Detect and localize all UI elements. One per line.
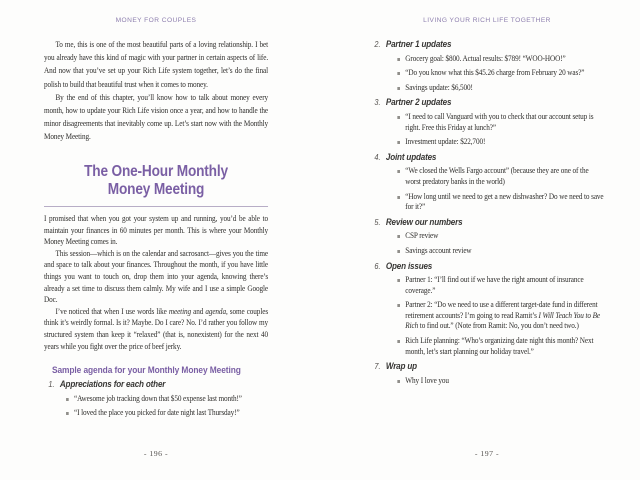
square-bullet-icon <box>397 279 400 282</box>
paragraph: This session—which is on the calendar and sacrosanct—gives you the time and space to talk about your finances. Throughout the month, if you have little things you want to touch on, drop them into your agenda, knowing there’s already a set time to discuss them calmly. My wife and I use a simple Google Doc. <box>44 248 269 305</box>
square-bullet-icon <box>397 304 400 307</box>
page-right <box>370 0 604 480</box>
agenda-bullet-text: Rich Life planning: “Who’s organizing date night this month? Next month, let’s start planning our holiday travel.” <box>405 336 594 356</box>
agenda-item <box>374 152 603 163</box>
square-bullet-icon <box>397 235 400 238</box>
agenda-bullet-text: Savings account review <box>405 245 472 255</box>
agenda-item-number: 5. <box>374 216 381 227</box>
agenda-bullet-text: Partner 2: “Do we need to use a different target-date fund in different retirement accounts? I’m going to read Ramit’s I Will Teach You to Be Rich to find out.” (Note from Ramit: No, you don’t need two.) <box>405 300 601 331</box>
agenda-bullet <box>397 54 603 65</box>
square-bullet-icon <box>397 116 400 119</box>
agenda-bullet <box>397 166 603 187</box>
square-bullet-icon <box>397 141 400 144</box>
agenda-bullet-text: “We closed the Wells Fargo account” (because they are one of the worst predatory banks in the world) <box>405 166 589 186</box>
agenda-bullet <box>397 83 603 94</box>
body-paragraphs <box>44 213 268 352</box>
agenda-bullet <box>397 376 603 387</box>
agenda-bullet <box>66 408 268 419</box>
agenda-item-number: 1. <box>48 379 55 389</box>
agenda-item-number: 6. <box>374 260 381 271</box>
agenda-item <box>374 361 603 372</box>
agenda-item-label: Wrap up <box>385 361 417 372</box>
section-title-line1: The One-Hour Monthly <box>84 163 228 180</box>
square-bullet-icon <box>397 87 400 90</box>
square-bullet-icon <box>397 196 400 199</box>
square-bullet-icon <box>66 398 69 401</box>
agenda-bullet-text: Why I love you <box>405 375 449 385</box>
agenda-list-right <box>370 39 604 390</box>
square-bullet-icon <box>397 380 400 383</box>
agenda-item <box>48 379 268 390</box>
agenda-item-number: 2. <box>374 39 381 49</box>
agenda-item <box>374 39 603 50</box>
square-bullet-icon <box>66 412 69 415</box>
agenda-item-number: 3. <box>374 97 381 108</box>
agenda-item <box>374 261 603 272</box>
agenda-item-number: 7. <box>374 361 381 372</box>
page-number-left: - 196 - <box>143 449 169 458</box>
page-left <box>44 0 268 480</box>
page-right-content <box>370 0 604 480</box>
agenda-bullet <box>397 300 603 332</box>
square-bullet-icon <box>397 58 400 61</box>
agenda-bullet <box>397 192 603 213</box>
agenda-bullet-text: Grocery goal: $800. Actual results: $789! “WOO-HOO!” <box>405 53 566 63</box>
square-bullet-icon <box>397 250 400 253</box>
paragraph: To me, this is one of the most beautiful parts of a loving relationship. I bet you already have this kind of magic with your partner in certain aspects of life. And now that you’ve set up your Rich Life system together, let’s do the final polish to build that beautiful trust when it comes to money. <box>44 40 269 89</box>
page-number-right: - 197 - <box>474 449 500 458</box>
square-bullet-icon <box>397 340 400 343</box>
agenda-bullet-text: Partner 1: “I’ll find out if we have the right amount of insurance coverage.” <box>405 275 584 295</box>
intro-paragraphs <box>44 38 268 144</box>
running-head-right: LIVING YOUR RICH LIFE TOGETHER <box>423 17 551 24</box>
square-bullet-icon <box>397 170 400 173</box>
agenda-item-label: Partner 1 updates <box>385 39 452 49</box>
agenda-item <box>374 97 603 108</box>
paragraph: I’ve noticed that when I use words like meeting and agenda, some couples think it’s weirdly formal. Is it? Maybe. Do I care? No. I’d rather you follow my structured system than keep it “relaxed” (that is, nonexistent) for the next 40 years while you fight over the price of beef jerky. <box>44 306 269 351</box>
agenda-bullet-text: “Do you know what this $45.26 charge from February 20 was?” <box>405 68 585 78</box>
section-title-line2: Money Meeting <box>107 181 205 198</box>
square-bullet-icon <box>397 72 400 75</box>
agenda-bullet <box>397 231 603 242</box>
agenda-bullet <box>397 137 603 148</box>
agenda-bullet-text: Investment update: $22,700! <box>405 137 486 147</box>
agenda-item-label: Appreciations for each other <box>59 379 166 389</box>
agenda-list-left <box>44 379 268 423</box>
agenda-bullet <box>397 336 603 357</box>
agenda-item <box>374 217 603 228</box>
agenda-item-label: Joint updates <box>385 151 437 162</box>
running-head-left: MONEY FOR COUPLES <box>115 17 197 24</box>
agenda-item-label: Open issues <box>385 260 433 271</box>
agenda-bullet-text: Savings update: $6,500! <box>405 82 473 92</box>
agenda-heading: Sample agenda for your Monthly Money Meeting <box>51 365 241 376</box>
page-left-content <box>44 0 268 480</box>
agenda-bullet <box>66 394 268 405</box>
agenda-bullet-text: “I loved the place you picked for date night last Thursday!” <box>73 408 240 418</box>
agenda-bullet <box>397 275 603 296</box>
agenda-item-number: 4. <box>374 151 381 162</box>
agenda-bullet-text: “I need to call Vanguard with you to check that our account setup is right. Free this Friday at lunch?” <box>405 111 594 132</box>
agenda-bullet-text: “How long until we need to get a new dishwasher? Do we need to save for it?” <box>405 191 604 212</box>
agenda-bullet <box>397 68 603 79</box>
agenda-bullet-text: CSP review <box>405 231 439 241</box>
paragraph: By the end of this chapter, you’ll know how to talk about money every month, how to update your Rich Life vision once a year, and how to handle the minor disagreements that inevitably come up. Let’s start now with the Monthly Money Meeting. <box>44 92 269 142</box>
agenda-item-label: Review our numbers <box>385 216 463 227</box>
agenda-item-label: Partner 2 updates <box>385 97 452 108</box>
agenda-bullet-text: “Awesome job tracking down that $50 expense last month!” <box>73 393 242 403</box>
agenda-bullet <box>397 246 603 257</box>
section-divider <box>44 206 268 207</box>
section-title <box>44 163 268 199</box>
paragraph: I promised that when you got your system up and running, you’d be able to maintain your finances in 60 minutes per month. This is where your Monthly Money Meeting comes in. <box>44 214 269 247</box>
agenda-bullet <box>397 112 603 133</box>
